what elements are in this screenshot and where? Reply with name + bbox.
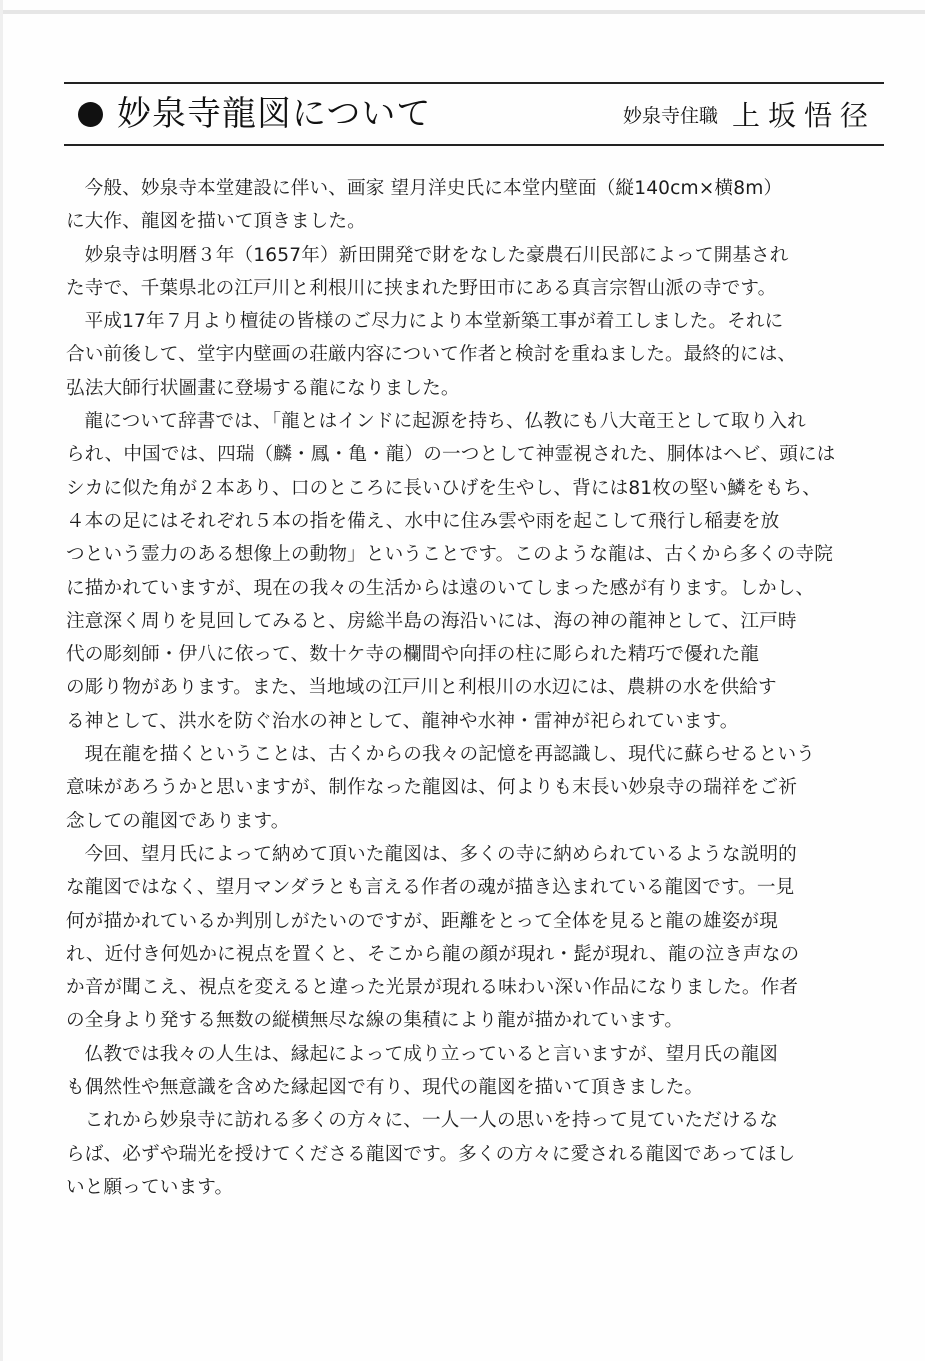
title-group [78,90,431,138]
text-line: 念しての龍図であります。 [66,810,290,832]
text-line: に描かれていますが、現在の我々の生活からは遠のいてしまった感が有ります。しかし、 [66,577,815,599]
bullet-icon [78,102,103,127]
text-line: ４本の足にはそれぞれ５本の指を備え、水中に住み雲や雨を起こして飛行し稲妻を放 [66,510,780,532]
text-line: 現在龍を描くということは、古くからの我々の記憶を再認識し、現代に蘇らせるという [84,744,816,766]
text-line: 意味があろうかと思いますが、制作なった龍図は、何よりも末長い妙泉寺の瑞祥をご祈 [66,777,798,799]
paragraph [66,738,881,838]
paragraph [66,305,881,405]
text-line: 何が描かれているか判別しがたいのですが、距離をとって全体を見ると龍の雄姿が現 [66,910,778,932]
top-rule [0,10,925,14]
page-title: 妙泉寺龍図について [117,94,432,134]
text-line: 弘法大師行状圖畫に登場する龍になりました。 [66,377,460,399]
text-line: られ、中国では、四瑞（麟・鳳・亀・龍）の一つとして神霊視された、胴体はヘビ、頭には [66,444,836,466]
text-line: る神として、洪水を防ぐ治水の神として、龍神や水神・雷神が祀られています。 [66,710,739,732]
paragraph [66,1038,881,1105]
text-line: 仏教では我々の人生は、縁起によって成り立っていると言いますが、望月氏の龍図 [84,1043,779,1065]
text-line: シカに似た角が２本あり、口のところに長いひげを生やし、背には81枚の堅い鱗をもち、 [66,477,821,499]
author-role: 妙泉寺住職 [622,104,718,127]
text-line: も偶然性や無意識を含めた縁起図で有り、現代の龍図を描いて頂きました。 [66,1077,704,1099]
author-name: 上坂悟径 [731,99,876,132]
text-line: に大作、龍図を描いて頂きました。 [66,211,366,233]
text-line: た寺で、千葉県北の江戸川と利根川に挟まれた野田市にある真言宗智山派の寺です。 [66,277,777,299]
text-line: れ、近付き何処かに視点を置くと、そこから龍の顔が現れ・髭が現れ、龍の泣き声なの [66,943,800,965]
text-line: つという霊力のある想像上の動物」ということです。このような龍は、古くから多くの寺院 [66,544,834,566]
paragraph [66,838,881,1038]
text-line: の全身より発する無数の縦横無尽な線の集積により龍が描かれています。 [66,1010,684,1032]
author-group [623,90,876,138]
article-header [64,82,884,146]
paragraph [66,405,881,738]
text-line: 注意深く周りを見回してみると、房総半島の海沿いには、海の神の龍神として、江戸時 [66,610,797,632]
text-line: 平成17年７月より檀徒の皆様のご尽力により本堂新築工事が着工しました。それに [84,311,784,333]
text-line: 今般、妙泉寺本堂建設に伴い、画家 望月洋史氏に本堂内壁面（縦140cm×横8m） [84,178,783,199]
text-line: らば、必ずや瑞光を授けてくださる龍図です。多くの方々に愛される龍図であってほし [66,1143,796,1165]
article-body [66,172,881,1204]
text-line: 代の彫刻師・伊八に依って、数十ケ寺の欄間や向拝の柱に彫られた精巧で優れた龍 [66,644,760,666]
text-line: 今回、望月氏によって納めて頂いた龍図は、多くの寺に納められているような説明的 [84,843,797,865]
page-edge-shadow [0,0,3,1361]
text-line: な龍図ではなく、望月マンダラとも言える作者の魂が描き込まれている龍図です。一見 [66,877,795,899]
text-line: 龍について辞書では、「龍とはインドに起源を持ち、仏教にも八大竜王として取り入れ [84,411,806,433]
paragraph [66,172,881,239]
text-line: か音が聞こえ、視点を変えると違った光景が現れる味わい深い作品になりました。作者 [66,977,799,999]
text-line: の彫り物があります。また、当地域の江戸川と利根川の水辺には、農耕の水を供給す [66,677,777,699]
text-line: 妙泉寺は明暦３年（1657年）新田開発で財をなした豪農石川民部によって開基され [84,244,789,266]
paragraph [66,1104,881,1204]
text-line: いと願っています。 [66,1176,234,1198]
text-line: これから妙泉寺に訪れる多くの方々に、一人一人の思いを持って見ていただけるな [84,1110,779,1132]
text-line: 合い前後して、堂宇内壁画の荘厳内容について作者と検討を重ねました。最終的には、 [66,344,797,366]
paragraph [66,239,881,306]
